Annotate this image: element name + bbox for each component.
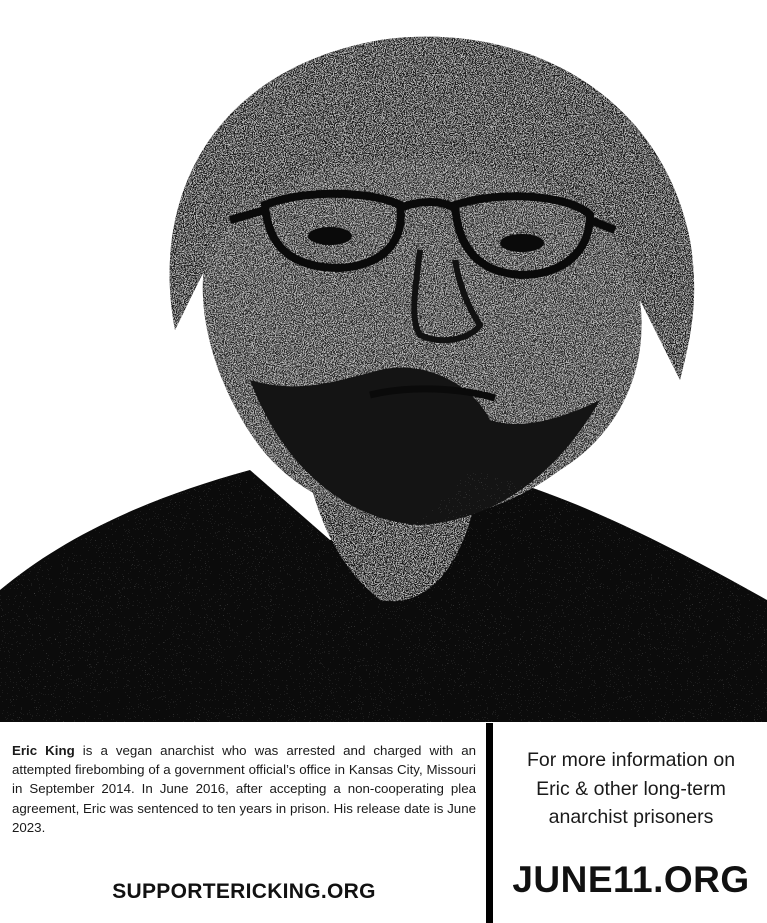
info-line-2: Eric & other long-term [536,777,726,800]
supportericking-link[interactable]: SUPPORTERICKING.ORG [112,880,376,903]
left-eye [308,227,352,245]
info-block [500,746,762,832]
bio-paragraph [12,741,476,837]
bio-name: Eric King [12,743,75,758]
vertical-divider [486,723,493,923]
right-eye [500,234,544,252]
info-line-1: For more information on [526,749,736,771]
bio-text: is a vegan anarchist who was arrested and charged with an attempted firebombing of a government official’s office in Kansas City, Missouri in September 2014. In June 2016, after accepting a non-cooperating plea agreement, Eric was sentenced to ten years in prison. His release date is June 2023. [12,743,476,835]
june11-link[interactable]: JUNE11.ORG [512,859,750,900]
info-line-3: anarchist prisoners [548,806,714,828]
